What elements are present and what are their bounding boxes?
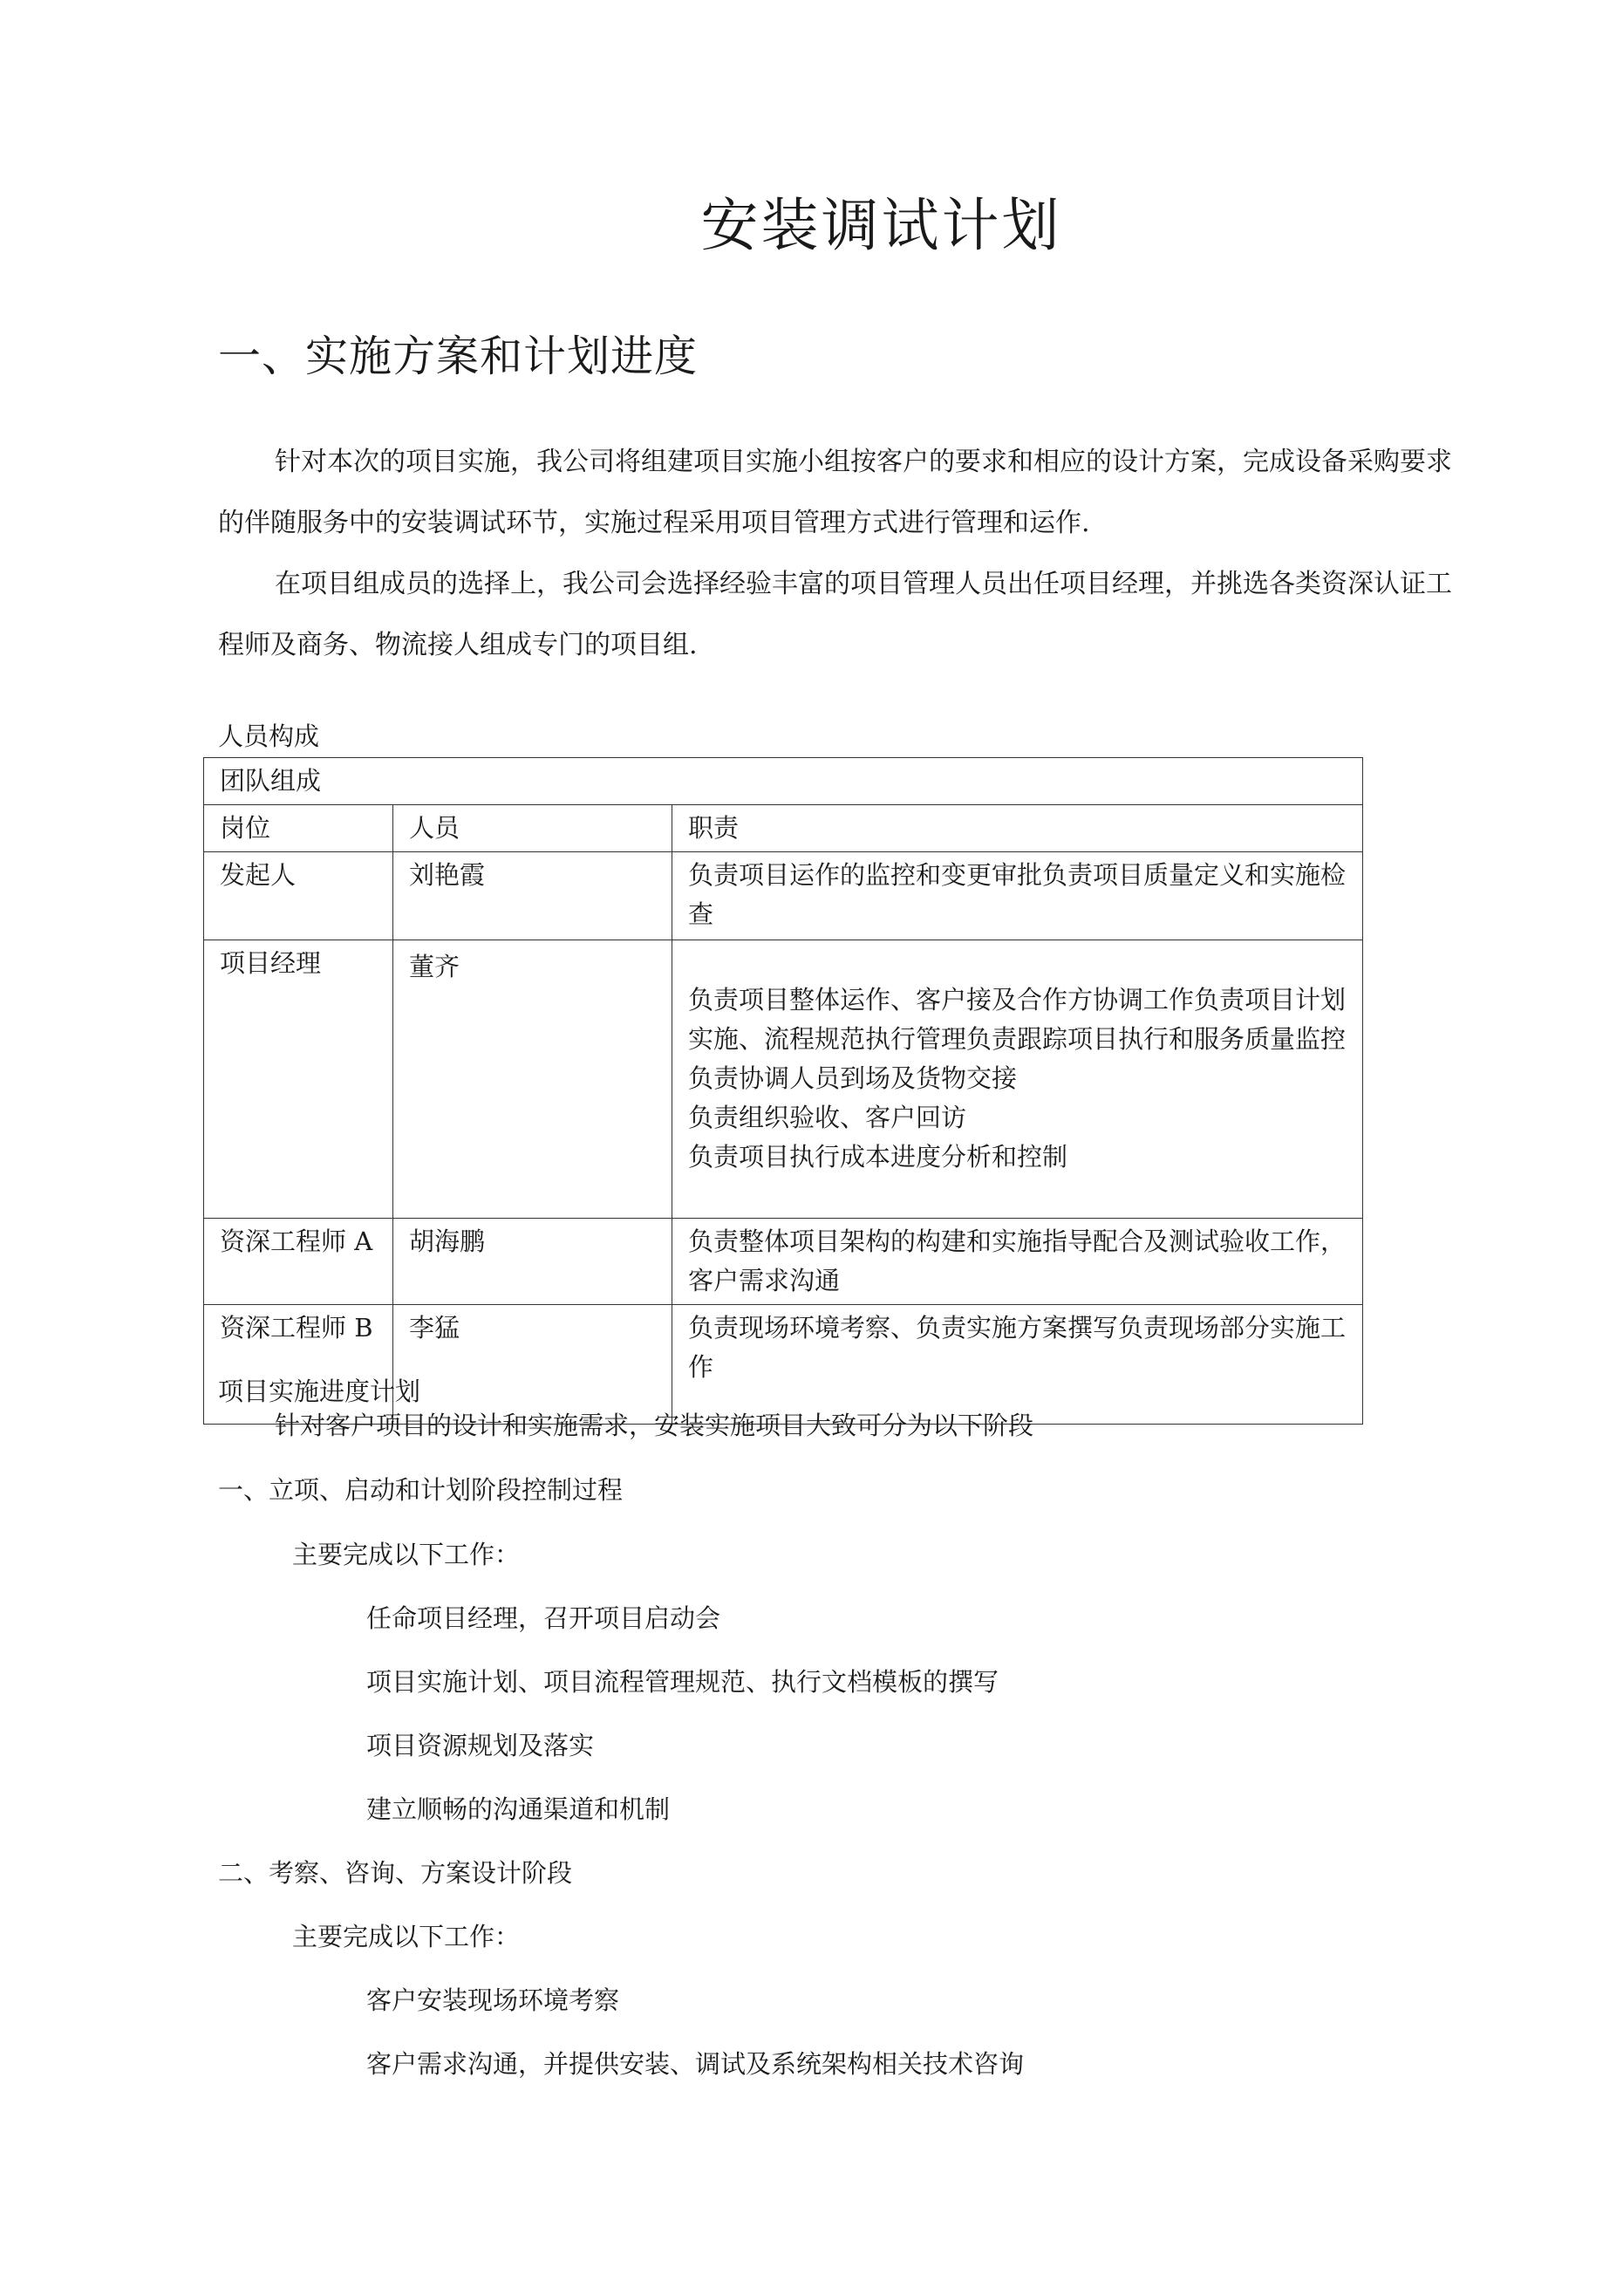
cell-post: 项目经理 [204, 940, 393, 1219]
list-item: 建立顺畅的沟通渠道和机制 [366, 1794, 671, 1824]
cell-post: 资深工程师 A [204, 1219, 393, 1305]
phase-2-subtitle: 主要完成以下工作： [292, 1922, 521, 1951]
duty-line: 负责项目执行成本进度分析和控制 [688, 1142, 1068, 1172]
cell-person: 董齐 [393, 940, 672, 1219]
header-person: 人员 [393, 805, 672, 852]
progress-intro: 针对客户项目的设计和实施需求，安装实施项目大致可分为以下阶段 [275, 1411, 1034, 1440]
list-item: 项目资源规划及落实 [366, 1731, 595, 1760]
table-row [204, 852, 1363, 940]
cell-post: 资深工程师 B [204, 1305, 393, 1425]
document-title: 安装调试计划 [700, 192, 1062, 259]
cell-person: 胡海鹏 [393, 1219, 672, 1305]
team-group-label: 团队组成 [204, 758, 1363, 805]
phase-1-title: 一、立项、启动和计划阶段控制过程 [218, 1475, 624, 1505]
list-item: 项目实施计划、项目流程管理规范、执行文档模板的撰写 [366, 1667, 999, 1697]
progress-caption: 项目实施进度计划 [218, 1377, 421, 1406]
list-item: 任命项目经理，召开项目启动会 [366, 1603, 721, 1633]
team-caption: 人员构成 [218, 721, 320, 751]
duty-line: 负责整体项目架构的构建和实施指导配合及测试验收工作，客户需求沟通 [688, 1227, 1347, 1295]
cell-duty [672, 1219, 1363, 1305]
phase-1-subtitle: 主要完成以下工作： [292, 1540, 521, 1569]
section-heading: 一、实施方案和计划进度 [218, 331, 699, 381]
list-item: 客户安装现场环境考察 [366, 1985, 620, 2015]
list-item: 客户需求沟通，并提供安装、调试及系统架构相关技术咨询 [366, 2049, 1025, 2079]
cell-duty [672, 940, 1363, 1219]
intro-paragraph-1: 针对本次的项目实施，我公司将组建项目实施小组按客户的要求和相应的设计方案，完成设备采购要求的伴随服务中的安装调试环节，实施过程采用项目管理方式进行管理和运作. [218, 447, 1452, 538]
intro-paragraph-2: 在项目组成员的选择上，我公司会选择经验丰富的项目管理人员出任项目经理，并挑选各类资深认证工程师及商务、物流接人组成专门的项目组. [218, 569, 1452, 660]
cell-post: 发起人 [204, 852, 393, 940]
table-row [204, 1219, 1363, 1305]
header-post: 岗位 [204, 805, 393, 852]
duty-line: 负责项目运作的监控和变更审批负责项目质量定义和实施检查 [688, 860, 1347, 929]
table-row [204, 940, 1363, 1219]
cell-person: 李猛 [393, 1305, 672, 1425]
duty-line: 负责项目整体运作、客户接及合作方协调工作负责项目计划实施、流程规范执行管理负责跟踪项目执行和服务质量监控负责协调人员到场及货物交接 [688, 985, 1347, 1093]
cell-person: 刘艳霞 [393, 852, 672, 940]
duty-line: 负责组织验收、客户回访 [688, 1103, 967, 1132]
header-duty: 职责 [672, 805, 1363, 852]
team-header-row [204, 805, 1363, 852]
team-group-row [204, 758, 1363, 805]
duty-line: 负责现场环境考察、负责实施方案撰写负责现场部分实施工作 [688, 1313, 1347, 1382]
phase-2-title: 二、考察、咨询、方案设计阶段 [218, 1858, 573, 1888]
team-table [203, 757, 1363, 1425]
cell-duty [672, 852, 1363, 940]
